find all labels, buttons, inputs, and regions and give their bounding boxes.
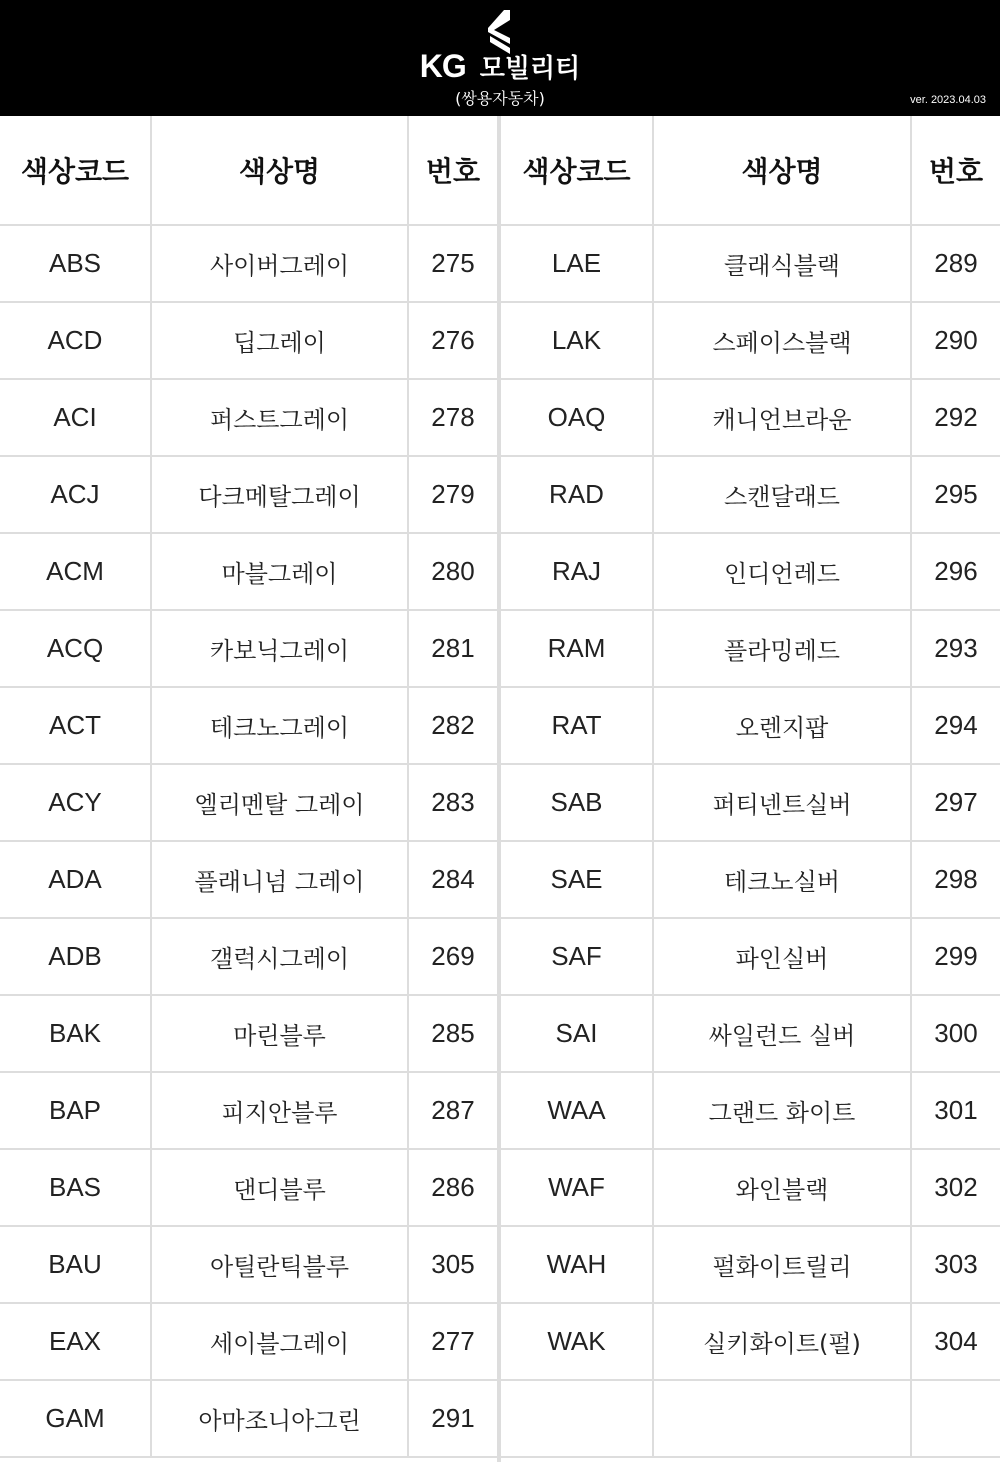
table-row [501, 918, 1000, 995]
color-name-cell: 갤럭시그레이 [151, 918, 408, 995]
table-row [501, 1380, 1000, 1457]
color-code-cell: RAM [501, 610, 653, 687]
color-code-cell [501, 1380, 653, 1457]
table-row [0, 1303, 497, 1380]
color-code-cell: LAK [501, 302, 653, 379]
color-code-cell: RAT [501, 687, 653, 764]
color-name-cell: 마린블루 [151, 995, 408, 1072]
table-row [501, 841, 1000, 918]
color-number-cell: 277 [408, 1303, 497, 1380]
color-number-cell: 287 [408, 1072, 497, 1149]
color-code-cell: WAH [501, 1226, 653, 1303]
color-name-cell: 엘리멘탈 그레이 [151, 764, 408, 841]
color-name-cell: 실키화이트(펄) [653, 1303, 911, 1380]
color-code-cell: ADA [0, 841, 151, 918]
color-number-cell: 278 [408, 379, 497, 456]
color-name-cell: 와인블랙 [653, 1149, 911, 1226]
color-code-cell: ACY [0, 764, 151, 841]
table-row [501, 302, 1000, 379]
color-number-cell: 300 [911, 995, 1000, 1072]
color-code-cell: BAU [0, 1226, 151, 1303]
table-row [0, 533, 497, 610]
color-name-cell: 플라밍레드 [653, 610, 911, 687]
color-code-cell: ACM [0, 533, 151, 610]
color-name-cell: 파인실버 [653, 918, 911, 995]
color-code-cell: ABS [0, 225, 151, 302]
table-row [0, 610, 497, 687]
column-header-number: 번호 [408, 116, 497, 225]
table-row [0, 1380, 497, 1457]
color-number-cell: 283 [408, 764, 497, 841]
color-number-cell [911, 1380, 1000, 1457]
column-header-number: 번호 [911, 116, 1000, 225]
color-code-cell: ACJ [0, 456, 151, 533]
table-body [501, 225, 1000, 1457]
color-name-cell: 아마조니아그린 [151, 1380, 408, 1457]
color-name-cell: 마블그레이 [151, 533, 408, 610]
color-number-cell: 301 [911, 1072, 1000, 1149]
column-header-name: 색상명 [653, 116, 911, 225]
column-header-code: 색상코드 [501, 116, 653, 225]
color-name-cell: 클래식블랙 [653, 225, 911, 302]
color-name-cell [653, 1380, 911, 1457]
color-name-cell: 스캔달래드 [653, 456, 911, 533]
column-header-name: 색상명 [151, 116, 408, 225]
color-code-cell: BAK [0, 995, 151, 1072]
color-table-right [501, 116, 1000, 1458]
table-row [0, 302, 497, 379]
table-row [501, 687, 1000, 764]
table-row [0, 918, 497, 995]
color-code-cell: WAK [501, 1303, 653, 1380]
color-name-cell: 아틸란틱블루 [151, 1226, 408, 1303]
header-row [0, 116, 497, 225]
table-row [0, 225, 497, 302]
color-name-cell: 카보닉그레이 [151, 610, 408, 687]
column-header-code: 색상코드 [0, 116, 151, 225]
table-row [501, 764, 1000, 841]
color-code-cell: ADB [0, 918, 151, 995]
color-code-cell: ACQ [0, 610, 151, 687]
table-row [0, 1072, 497, 1149]
color-name-cell: 댄디블루 [151, 1149, 408, 1226]
table-row [501, 379, 1000, 456]
color-number-cell: 294 [911, 687, 1000, 764]
color-code-cell: LAE [501, 225, 653, 302]
color-number-cell: 291 [408, 1380, 497, 1457]
table-row [501, 995, 1000, 1072]
color-name-cell: 오렌지팝 [653, 687, 911, 764]
color-table-left [0, 116, 497, 1458]
color-number-cell: 290 [911, 302, 1000, 379]
color-name-cell: 딥그레이 [151, 302, 408, 379]
table-row [0, 764, 497, 841]
page-header [0, 0, 1000, 116]
color-number-cell: 289 [911, 225, 1000, 302]
table-row [0, 687, 497, 764]
table-row [0, 456, 497, 533]
color-number-cell: 302 [911, 1149, 1000, 1226]
color-code-cell: BAP [0, 1072, 151, 1149]
color-code-cell: ACT [0, 687, 151, 764]
table-row [0, 841, 497, 918]
header-row [501, 116, 1000, 225]
color-name-cell: 다크메탈그레이 [151, 456, 408, 533]
color-number-cell: 279 [408, 456, 497, 533]
color-code-cell: OAQ [501, 379, 653, 456]
table-row [0, 995, 497, 1072]
color-code-cell: RAD [501, 456, 653, 533]
color-code-cell: ACD [0, 302, 151, 379]
color-name-cell: 스페이스블랙 [653, 302, 911, 379]
color-number-cell: 286 [408, 1149, 497, 1226]
color-number-cell: 269 [408, 918, 497, 995]
color-number-cell: 298 [911, 841, 1000, 918]
color-number-cell: 299 [911, 918, 1000, 995]
brand-name: 모빌리티 [479, 54, 581, 84]
color-name-cell: 테크노그레이 [151, 687, 408, 764]
color-code-cell: SAE [501, 841, 653, 918]
color-name-cell: 세이블그레이 [151, 1303, 408, 1380]
table-row [0, 1226, 497, 1303]
table-row [501, 610, 1000, 687]
color-name-cell: 펄화이트릴리 [653, 1226, 911, 1303]
table-body [0, 225, 497, 1457]
color-number-cell: 280 [408, 533, 497, 610]
color-number-cell: 284 [408, 841, 497, 918]
color-name-cell: 피지안블루 [151, 1072, 408, 1149]
color-code-cell: RAJ [501, 533, 653, 610]
color-code-cell: SAI [501, 995, 653, 1072]
table-row [501, 1226, 1000, 1303]
table-row [501, 533, 1000, 610]
color-number-cell: 292 [911, 379, 1000, 456]
color-code-cell: EAX [0, 1303, 151, 1380]
logo-text: KG [419, 48, 466, 84]
table-row [501, 1149, 1000, 1226]
color-name-cell: 테크노실버 [653, 841, 911, 918]
color-code-cell: SAB [501, 764, 653, 841]
color-code-cell: BAS [0, 1149, 151, 1226]
color-number-cell: 295 [911, 456, 1000, 533]
color-name-cell: 그랜드 화이트 [653, 1072, 911, 1149]
color-number-cell: 303 [911, 1226, 1000, 1303]
color-number-cell: 296 [911, 533, 1000, 610]
color-name-cell: 퍼티넨트실버 [653, 764, 911, 841]
table-row [501, 225, 1000, 302]
subtitle: (쌍용자동차) [455, 89, 545, 108]
color-number-cell: 282 [408, 687, 497, 764]
color-name-cell: 인디언레드 [653, 533, 911, 610]
color-code-cell: SAF [501, 918, 653, 995]
color-number-cell: 297 [911, 764, 1000, 841]
table-row [501, 1072, 1000, 1149]
color-name-cell: 플래니넘 그레이 [151, 841, 408, 918]
color-name-cell: 퍼스트그레이 [151, 379, 408, 456]
color-name-cell: 싸일런드 실버 [653, 995, 911, 1072]
color-code-cell: ACI [0, 379, 151, 456]
color-number-cell: 305 [408, 1226, 497, 1303]
color-code-cell: GAM [0, 1380, 151, 1457]
table-row [501, 456, 1000, 533]
color-number-cell: 275 [408, 225, 497, 302]
color-name-cell: 사이버그레이 [151, 225, 408, 302]
table-row [501, 1303, 1000, 1380]
version-label: ver. 2023.04.03 [910, 94, 986, 106]
color-number-cell: 285 [408, 995, 497, 1072]
color-code-cell: WAF [501, 1149, 653, 1226]
color-number-cell: 281 [408, 610, 497, 687]
table-row [0, 1149, 497, 1226]
color-code-cell: WAA [501, 1072, 653, 1149]
color-number-cell: 293 [911, 610, 1000, 687]
color-number-cell: 304 [911, 1303, 1000, 1380]
color-name-cell: 캐니언브라운 [653, 379, 911, 456]
table-row [0, 379, 497, 456]
color-number-cell: 276 [408, 302, 497, 379]
color-code-grid [0, 116, 1000, 1462]
